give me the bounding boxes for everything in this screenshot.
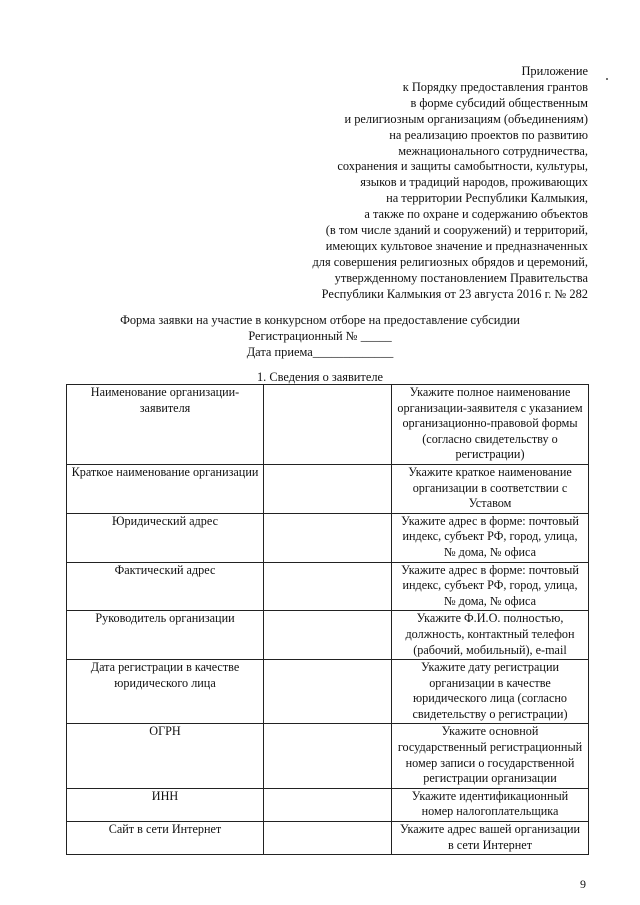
form-heading: [0, 312, 640, 360]
appendix-line: а также по охране и содержанию объектов: [364, 207, 588, 222]
field-label: Юридический адрес: [67, 513, 264, 562]
field-value-cell[interactable]: [264, 788, 392, 821]
field-value-cell[interactable]: [264, 464, 392, 513]
form-title: Форма заявки на участие в конкурсном отборе на предоставление субсидии: [120, 313, 520, 327]
table-row: [67, 464, 589, 513]
field-instruction: Укажите адрес в форме: почтовый индекс, субъект РФ, город, улица, № дома, № офиса: [392, 562, 589, 611]
field-label: ОГРН: [67, 724, 264, 788]
appendix-line: имеющих культовое значение и предназначенных: [325, 238, 588, 253]
applicant-info-table: [66, 384, 589, 855]
field-label: Краткое наименование организации: [67, 464, 264, 513]
table-row: [67, 562, 589, 611]
table-row: [67, 660, 589, 724]
appendix-line: Республики Калмыкия от 23 августа 2016 г. № 282: [321, 286, 588, 301]
appendix-header: [268, 64, 588, 303]
table-row: [67, 385, 589, 465]
table-row: [67, 513, 589, 562]
registration-number: Регистрационный № _____: [248, 329, 392, 343]
field-label: ИНН: [67, 788, 264, 821]
field-instruction: Укажите основной государственный регистрационный номер записи о государственной регистрации организации: [392, 724, 589, 788]
field-instruction: Укажите Ф.И.О. полностью, должность, контактный телефон (рабочий, мобильный), e-mail: [392, 611, 589, 660]
page-number: 9: [580, 877, 586, 891]
field-instruction: Укажите краткое наименование организации в соответствии с Уставом: [392, 464, 589, 513]
field-value-cell[interactable]: [264, 660, 392, 724]
appendix-line: Приложение: [521, 64, 588, 78]
appendix-line: в форме субсидий общественным: [410, 95, 588, 110]
field-value-cell[interactable]: [264, 611, 392, 660]
field-value-cell[interactable]: [264, 385, 392, 465]
field-instruction: Укажите идентификационный номер налогоплательщика: [392, 788, 589, 821]
appendix-line: утвержденному постановлением Правительства: [334, 270, 588, 285]
field-value-cell[interactable]: [264, 822, 392, 855]
appendix-line: сохранения и защиты самобытности, культуры,: [337, 159, 588, 174]
appendix-line: языков и традиций народов, проживающих: [360, 175, 588, 190]
table-row: [67, 822, 589, 855]
field-label: Дата регистрации в качестве юридического лица: [67, 660, 264, 724]
field-value-cell[interactable]: [264, 562, 392, 611]
table-row: [67, 724, 589, 788]
appendix-line: для совершения религиозных обрядов и церемоний,: [312, 254, 588, 269]
field-instruction: Укажите адрес вашей организации в сети Интернет: [392, 822, 589, 855]
field-label: Наименование организации-заявителя: [67, 385, 264, 465]
section-title: 1. Сведения о заявителе: [256, 370, 384, 384]
table-row: [67, 611, 589, 660]
field-instruction: Укажите дату регистрации организации в качестве юридического лица (согласно свидетельству о регистрации): [392, 660, 589, 724]
appendix-line: на территории Республики Калмыкия,: [386, 191, 588, 206]
field-instruction: Укажите адрес в форме: почтовый индекс, субъект РФ, город, улица, № дома, № офиса: [392, 513, 589, 562]
appendix-line: и религиозным организациям (объединениям): [344, 111, 588, 126]
reception-date: Дата приема_____________: [246, 345, 394, 359]
field-label: Сайт в сети Интернет: [67, 822, 264, 855]
field-label: Фактический адрес: [67, 562, 264, 611]
appendix-line: межнационального сотрудничества,: [398, 143, 588, 158]
table-row: [67, 788, 589, 821]
appendix-line: на реализацию проектов по развитию: [389, 127, 588, 142]
field-label: Руководитель организации: [67, 611, 264, 660]
field-value-cell[interactable]: [264, 724, 392, 788]
field-instruction: Укажите полное наименование организации-заявителя с указанием организационно-правовой формы (согласно свидетельству о регистрации): [392, 385, 589, 465]
appendix-line: к Порядку предоставления грантов: [402, 79, 588, 94]
appendix-line: (в том числе зданий и сооружений) и территорий,: [325, 223, 588, 238]
scan-artifact: [606, 78, 608, 80]
field-value-cell[interactable]: [264, 513, 392, 562]
